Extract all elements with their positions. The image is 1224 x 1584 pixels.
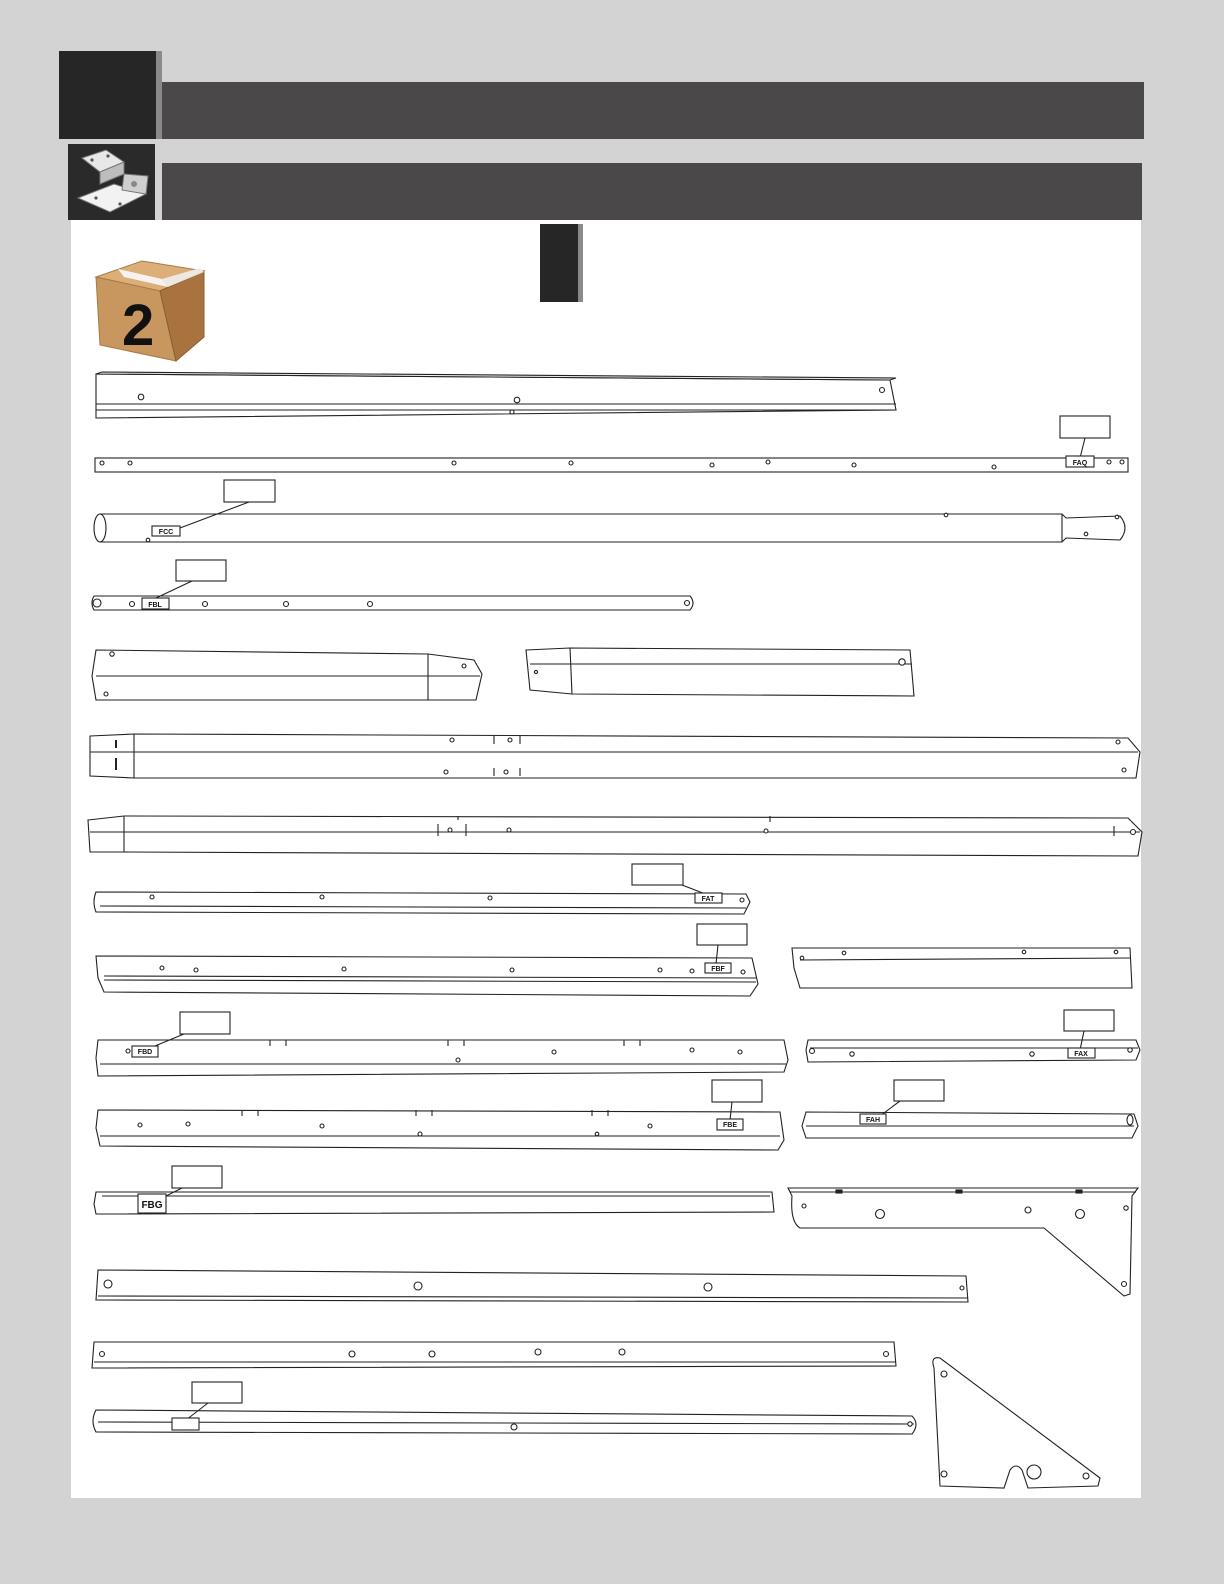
part-rail-fbg xyxy=(94,1166,774,1214)
part-flat-strip-faq xyxy=(95,416,1128,472)
label-fat: FAT xyxy=(701,896,715,903)
part-channel-fbe xyxy=(96,1080,784,1150)
part-triangle-plate xyxy=(933,1358,1100,1488)
label-fbg: FBG xyxy=(141,1200,163,1211)
part-round-rod-fbl xyxy=(92,560,693,610)
label-fah: FAH xyxy=(866,1117,880,1124)
label-fcc: FCC xyxy=(158,529,174,536)
part-channel-right-1 xyxy=(792,948,1132,988)
part-square-tube-1 xyxy=(96,372,896,418)
label-fbl: FBL xyxy=(148,602,162,609)
label-fbf: FBF xyxy=(711,966,725,973)
label-faq: FAQ xyxy=(1072,460,1088,467)
box-number: 2 xyxy=(122,293,155,358)
part-channel-fax xyxy=(806,1010,1140,1062)
part-channel-fbf xyxy=(96,924,758,996)
part-round-tube-fcc xyxy=(94,480,1125,542)
part-flat-bar-1 xyxy=(96,1270,968,1302)
part-long-beam-2 xyxy=(88,816,1142,856)
label-fax: FAX xyxy=(1074,1051,1088,1058)
part-post-left xyxy=(92,650,482,700)
label-fbe: FBE xyxy=(723,1122,737,1129)
part-long-beam-1 xyxy=(90,734,1140,778)
part-round-tube-2 xyxy=(93,1382,916,1434)
part-flat-bar-2 xyxy=(92,1342,896,1368)
part-channel-fah xyxy=(802,1080,1138,1138)
part-post-right xyxy=(526,648,914,696)
part-channel-fbd xyxy=(96,1012,788,1076)
label-fbd: FBD xyxy=(137,1049,153,1056)
part-rail-fat xyxy=(94,864,750,914)
